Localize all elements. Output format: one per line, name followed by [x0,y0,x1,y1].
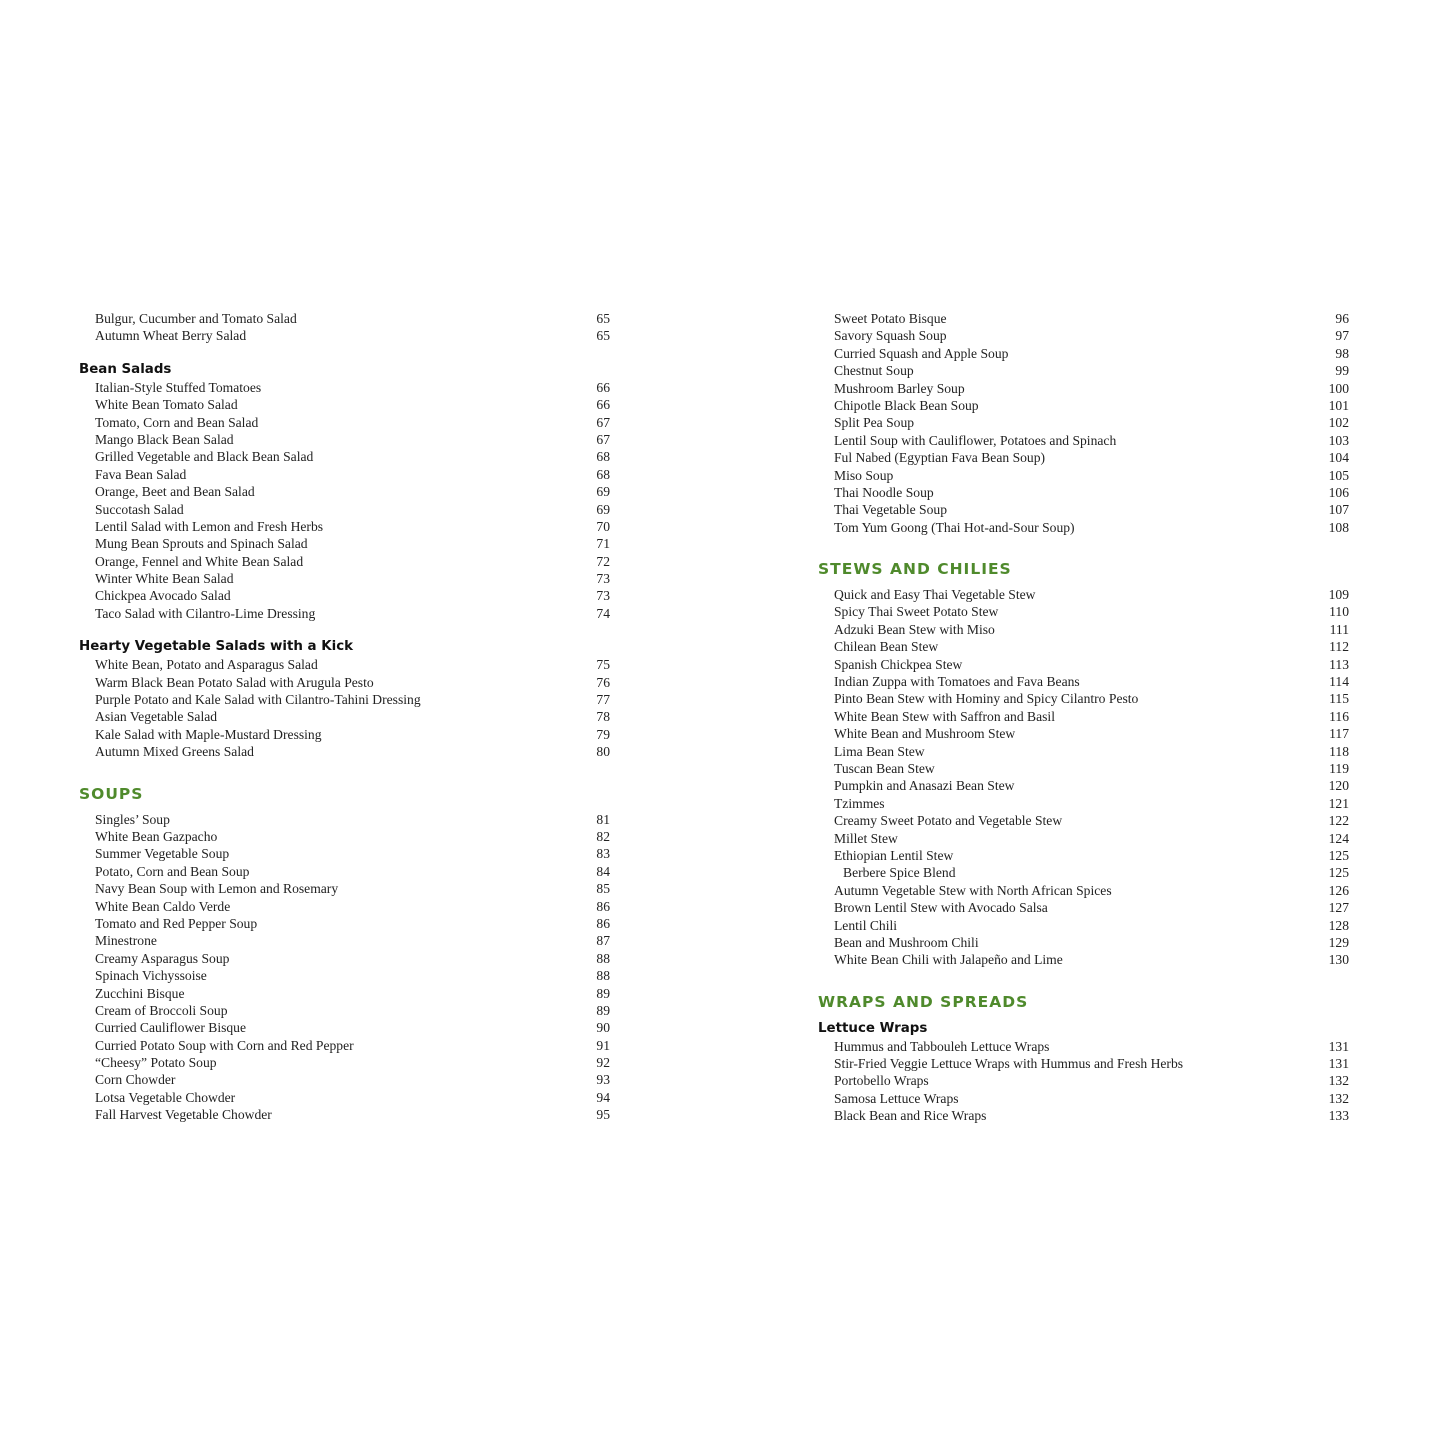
toc-column-right [818,310,1349,1125]
toc-entry-title: Taco Salad with Cilantro-Lime Dressing [95,605,316,621]
toc-entry-page: 113 [1329,656,1349,672]
toc-entry-title: Fall Harvest Vegetable Chowder [95,1107,272,1123]
toc-entry-title: Kale Salad with Maple-Mustard Dressing [95,726,322,742]
toc-entry-page: 80 [596,744,610,760]
toc-entry [818,638,1349,655]
toc-entry [79,915,610,932]
toc-group [79,637,610,760]
toc-entry-title: Adzuki Bean Stew with Miso [834,621,995,637]
toc-entry-page: 99 [1335,363,1349,379]
toc-entry-page: 85 [596,881,610,897]
toc-entry [818,777,1349,794]
toc-entry [79,1054,610,1071]
toc-entry [818,1055,1349,1072]
toc-entry [79,743,610,760]
toc-entry-title: Tomato and Red Pepper Soup [95,915,258,931]
toc-entry-title: Curried Cauliflower Bisque [95,1020,247,1036]
toc-entry [79,691,610,708]
toc-entry-title: Autumn Mixed Greens Salad [95,744,254,760]
toc-entry [79,726,610,743]
toc-entry-page: 133 [1328,1108,1349,1124]
toc-entry-title: Zucchini Bisque [95,985,185,1001]
toc-entry-page: 65 [596,311,610,326]
toc-entry-title: Creamy Sweet Potato and Vegetable Stew [834,813,1063,829]
toc-entry-title: Corn Chowder [95,1072,176,1088]
toc-entry-title: Orange, Beet and Bean Salad [95,484,255,500]
toc-entry-page: 84 [596,863,610,879]
toc-entry-page: 77 [596,692,610,708]
toc-group [818,991,1349,1125]
toc-entry [818,345,1349,362]
toc-entry-title: Lotsa Vegetable Chowder [95,1089,236,1105]
toc-entry [818,603,1349,620]
toc-entry-page: 130 [1328,952,1349,968]
toc-entry-title: Portobello Wraps [834,1073,929,1089]
toc-entry-page: 68 [596,449,610,465]
toc-entry-title: Berbere Spice Blend [843,865,956,881]
toc-entry-title: Bulgur, Cucumber and Tomato Salad [95,311,297,326]
toc-entry [79,845,610,862]
toc-entry [79,880,610,897]
toc-entry [79,483,610,500]
toc-entry-page: 70 [596,518,610,534]
toc-entry-title: Thai Noodle Soup [834,484,934,500]
toc-entry [818,380,1349,397]
toc-entry-page: 95 [596,1107,610,1123]
toc-entry-page: 76 [596,674,610,690]
toc-entry [79,1037,610,1054]
toc-entry-page: 126 [1328,882,1349,898]
toc-entry-title: Millet Stew [834,830,898,846]
toc-entry-page: 101 [1328,397,1349,413]
toc-entry-title: Thai Vegetable Soup [834,502,948,518]
toc-entry-page: 71 [596,536,610,552]
toc-entry-title: Chestnut Soup [834,363,914,379]
toc-entry-page: 86 [596,898,610,914]
toc-entry-title: Succotash Salad [95,501,184,517]
toc-entry [818,432,1349,449]
toc-entry [79,310,610,327]
toc-entry [818,1107,1349,1124]
toc-entry-title: Tzimmes [834,795,885,811]
toc-entry-title: “Cheesy” Potato Soup [95,1055,217,1071]
toc-entry [818,1038,1349,1055]
toc-entry-title: Brown Lentil Stew with Avocado Salsa [834,900,1048,916]
section-heading-wraps-and-spreads: WRAPS AND SPREADS [818,992,1029,1011]
toc-entry-title: Navy Bean Soup with Lemon and Rosemary [95,881,339,897]
toc-group [79,360,610,622]
toc-entry [79,1106,610,1123]
toc-entry-page: 131 [1328,1038,1349,1054]
toc-entry-title: Samosa Lettuce Wraps [834,1090,959,1106]
toc-entry-title: White Bean Tomato Salad [95,397,238,413]
toc-entry-page: 121 [1328,795,1349,811]
toc-entry-title: Potato, Corn and Bean Soup [95,863,250,879]
toc-entry-page: 97 [1335,328,1349,344]
toc-entry [79,535,610,552]
toc-entry-page: 131 [1328,1056,1349,1072]
toc-entry-page: 86 [596,915,610,931]
toc-entry-page: 132 [1328,1073,1349,1089]
toc-entry-page: 112 [1329,639,1349,655]
toc-entry-title: Fava Bean Salad [95,466,187,482]
toc-entry [818,656,1349,673]
toc-entry-title: White Bean and Mushroom Stew [834,726,1016,742]
toc-entry-page: 88 [596,950,610,966]
toc-entry-page: 96 [1335,311,1349,326]
toc-entry [818,934,1349,951]
toc-column-left [79,310,610,1124]
toc-entry-title: Sweet Potato Bisque [834,311,947,326]
toc-entry-title: Split Pea Soup [834,415,915,431]
toc-entry-page: 69 [596,501,610,517]
toc-entry-page: 116 [1329,708,1349,724]
toc-entry [818,882,1349,899]
toc-entry [818,1072,1349,1089]
toc-entry [79,1071,610,1088]
toc-entry-page: 111 [1329,621,1349,637]
toc-entry-page: 125 [1328,847,1349,863]
toc-entry-page: 122 [1328,813,1349,829]
toc-entry-title: Spanish Chickpea Stew [834,656,963,672]
toc-entry-title: Ful Nabed (Egyptian Fava Bean Soup) [834,450,1046,466]
toc-entry-page: 74 [596,605,610,621]
subheading-lettuce-wraps: Lettuce Wraps [818,1020,928,1036]
toc-entry-title: Chipotle Black Bean Soup [834,397,979,413]
toc-entry [79,431,610,448]
toc-entry [818,795,1349,812]
toc-entry-page: 104 [1328,450,1349,466]
toc-entry [79,327,610,344]
toc-entry [79,863,610,880]
toc-entry-page: 103 [1328,432,1349,448]
toc-entry-page: 79 [596,726,610,742]
toc-entry-page: 119 [1329,760,1349,776]
toc-entry [79,518,610,535]
toc-entry-title: Stir-Fried Veggie Lettuce Wraps with Hummus and Fresh Herbs [834,1056,1184,1072]
toc-entry [818,449,1349,466]
toc-entry [818,708,1349,725]
toc-entry-page: 120 [1328,778,1349,794]
toc-entry [818,951,1349,968]
toc-entry [79,898,610,915]
toc-entry [79,674,610,691]
toc-entry [818,327,1349,344]
toc-entry [79,1019,610,1036]
toc-entry-page: 110 [1329,604,1349,620]
toc-entry-page: 66 [596,379,610,395]
toc-entry-page: 87 [596,933,610,949]
toc-entry-page: 132 [1328,1090,1349,1106]
toc-entry-title: Spicy Thai Sweet Potato Stew [834,604,999,620]
toc-entry [818,690,1349,707]
toc-entry-title: Winter White Bean Salad [95,571,234,587]
toc-entry [818,917,1349,934]
toc-entry [818,864,1349,881]
toc-entry-page: 82 [596,828,610,844]
toc-entry [79,379,610,396]
toc-group [818,310,1349,536]
section-heading-stews-and-chilies: STEWS AND CHILIES [818,560,1012,579]
toc-group [79,783,610,1124]
toc-entry-title: Creamy Asparagus Soup [95,950,230,966]
toc-entry-page: 78 [596,709,610,725]
toc-entry [818,812,1349,829]
toc-entry-title: Hummus and Tabbouleh Lettuce Wraps [834,1038,1050,1054]
toc-entry-page: 128 [1328,917,1349,933]
toc-entry-title: Purple Potato and Kale Salad with Cilantro-Tahini Dressing [95,692,421,708]
toc-entry-title: Ethiopian Lentil Stew [834,847,954,863]
toc-entry [79,414,610,431]
toc-entry-title: White Bean Gazpacho [95,828,218,844]
toc-entry [79,950,610,967]
toc-entry-title: Singles’ Soup [95,811,170,827]
toc-entry-page: 66 [596,397,610,413]
toc-entry-page: 73 [596,588,610,604]
toc-entry [79,828,610,845]
toc-entry-page: 106 [1328,484,1349,500]
toc-entry-title: Minestrone [95,933,157,949]
toc-entry [79,553,610,570]
toc-entry [818,621,1349,638]
toc-group [818,558,1349,969]
toc-entry [818,484,1349,501]
toc-entry-title: White Bean Stew with Saffron and Basil [834,708,1055,724]
toc-entry-page: 108 [1328,519,1349,535]
toc-entry-page: 102 [1328,415,1349,431]
toc-entry [818,1090,1349,1107]
toc-entry-page: 75 [596,657,610,673]
toc-entry-page: 129 [1328,934,1349,950]
subheading-bean-salads: Bean Salads [79,361,172,377]
toc-entry-page: 105 [1328,467,1349,483]
toc-entry [79,587,610,604]
toc-entry-page: 72 [596,553,610,569]
toc-entry-title: Savory Squash Soup [834,328,947,344]
toc-entry-page: 117 [1329,726,1349,742]
toc-entry-title: Tom Yum Goong (Thai Hot-and-Sour Soup) [834,519,1075,535]
toc-entry-title: Pinto Bean Stew with Hominy and Spicy Cilantro Pesto [834,691,1139,707]
toc-entry [79,448,610,465]
toc-entry-title: Lentil Chili [834,917,898,933]
toc-entry-page: 89 [596,1002,610,1018]
toc-entry [818,847,1349,864]
toc-entry-title: Lentil Salad with Lemon and Fresh Herbs [95,518,324,534]
toc-entry-page: 124 [1328,830,1349,846]
toc-entry-page: 125 [1328,865,1349,881]
toc-entry-page: 118 [1329,743,1349,759]
toc-entry-page: 115 [1329,691,1349,707]
toc-entry-title: Cream of Broccoli Soup [95,1002,228,1018]
toc-entry-title: Spinach Vichyssoise [95,968,207,984]
toc-entry [818,760,1349,777]
toc-entry-page: 89 [596,985,610,1001]
toc-entry-title: Curried Potato Soup with Corn and Red Pepper [95,1037,354,1053]
toc-entry-title: Mango Black Bean Salad [95,431,234,447]
toc-entry [79,811,610,828]
toc-entry [818,743,1349,760]
toc-entry [818,501,1349,518]
toc-entry [818,586,1349,603]
toc-entry-page: 109 [1328,587,1349,603]
toc-entry-title: Indian Zuppa with Tomatoes and Fava Beans [834,674,1080,690]
toc-entry [818,673,1349,690]
toc-entry-title: Bean and Mushroom Chili [834,934,979,950]
toc-entry-title: White Bean, Potato and Asparagus Salad [95,657,318,673]
toc-entry [79,656,610,673]
toc-entry-title: Chilean Bean Stew [834,639,939,655]
toc-entry [79,708,610,725]
toc-entry-title: Autumn Vegetable Stew with North African Spices [834,882,1112,898]
toc-entry-page: 98 [1335,345,1349,361]
toc-entry-page: 88 [596,968,610,984]
toc-entry-page: 67 [596,431,610,447]
toc-entry-page: 91 [596,1037,610,1053]
toc-entry-title: Italian-Style Stuffed Tomatoes [95,379,262,395]
toc-entry [818,310,1349,327]
toc-entry-title: White Bean Caldo Verde [95,898,231,914]
toc-entry-page: 65 [596,328,610,344]
toc-entry [818,397,1349,414]
toc-entry [79,1002,610,1019]
toc-entry-page: 73 [596,571,610,587]
toc-entry-page: 67 [596,414,610,430]
toc-entry-page: 69 [596,484,610,500]
toc-entry-page: 68 [596,466,610,482]
toc-entry-title: Tuscan Bean Stew [834,760,935,776]
toc-entry [818,899,1349,916]
toc-entry-title: Lentil Soup with Cauliflower, Potatoes and Spinach [834,432,1117,448]
toc-entry-page: 100 [1328,380,1349,396]
subheading-hearty-vegetable-salads-with-a-kick: Hearty Vegetable Salads with a Kick [79,639,354,655]
toc-entry-page: 93 [596,1072,610,1088]
toc-entry [79,605,610,622]
toc-entry-title: Curried Squash and Apple Soup [834,345,1009,361]
toc-entry-title: Miso Soup [834,467,894,483]
toc-entry [818,830,1349,847]
toc-entry-page: 92 [596,1055,610,1071]
toc-entry-page: 114 [1329,674,1349,690]
toc-entry-title: Autumn Wheat Berry Salad [95,328,247,344]
toc-entry-title: Orange, Fennel and White Bean Salad [95,553,304,569]
toc-entry-title: Quick and Easy Thai Vegetable Stew [834,587,1036,603]
toc-entry-page: 90 [596,1020,610,1036]
toc-entry-page: 81 [596,811,610,827]
toc-entry-title: Mung Bean Sprouts and Spinach Salad [95,536,308,552]
toc-entry-title: Pumpkin and Anasazi Bean Stew [834,778,1015,794]
toc-entry-title: Lima Bean Stew [834,743,925,759]
toc-entry-page: 107 [1328,502,1349,518]
toc-entry-title: Summer Vegetable Soup [95,846,230,862]
toc-entry-title: Black Bean and Rice Wraps [834,1108,987,1124]
toc-entry [818,519,1349,536]
toc-entry [79,570,610,587]
toc-entry-title: Grilled Vegetable and Black Bean Salad [95,449,314,465]
toc-entry [79,501,610,518]
toc-entry [79,466,610,483]
toc-entry [818,414,1349,431]
toc-entry [818,467,1349,484]
toc-entry-title: White Bean Chili with Jalapeño and Lime [834,952,1063,968]
toc-entry [79,396,610,413]
toc-entry-page: 83 [596,846,610,862]
toc-entry [79,932,610,949]
toc-entry [79,985,610,1002]
toc-entry-page: 94 [596,1089,610,1105]
toc-entry-page: 127 [1328,900,1349,916]
toc-entry [79,967,610,984]
toc-entry-title: Mushroom Barley Soup [834,380,965,396]
section-heading-soups: SOUPS [79,784,144,803]
toc-entry-title: Warm Black Bean Potato Salad with Arugula Pesto [95,674,374,690]
toc-entry-title: Asian Vegetable Salad [95,709,218,725]
toc-entry-title: Tomato, Corn and Bean Salad [95,414,259,430]
toc-entry-title: Chickpea Avocado Salad [95,588,231,604]
toc-entry [818,362,1349,379]
toc-entry [79,1089,610,1106]
toc-group [79,310,610,345]
toc-entry [818,725,1349,742]
